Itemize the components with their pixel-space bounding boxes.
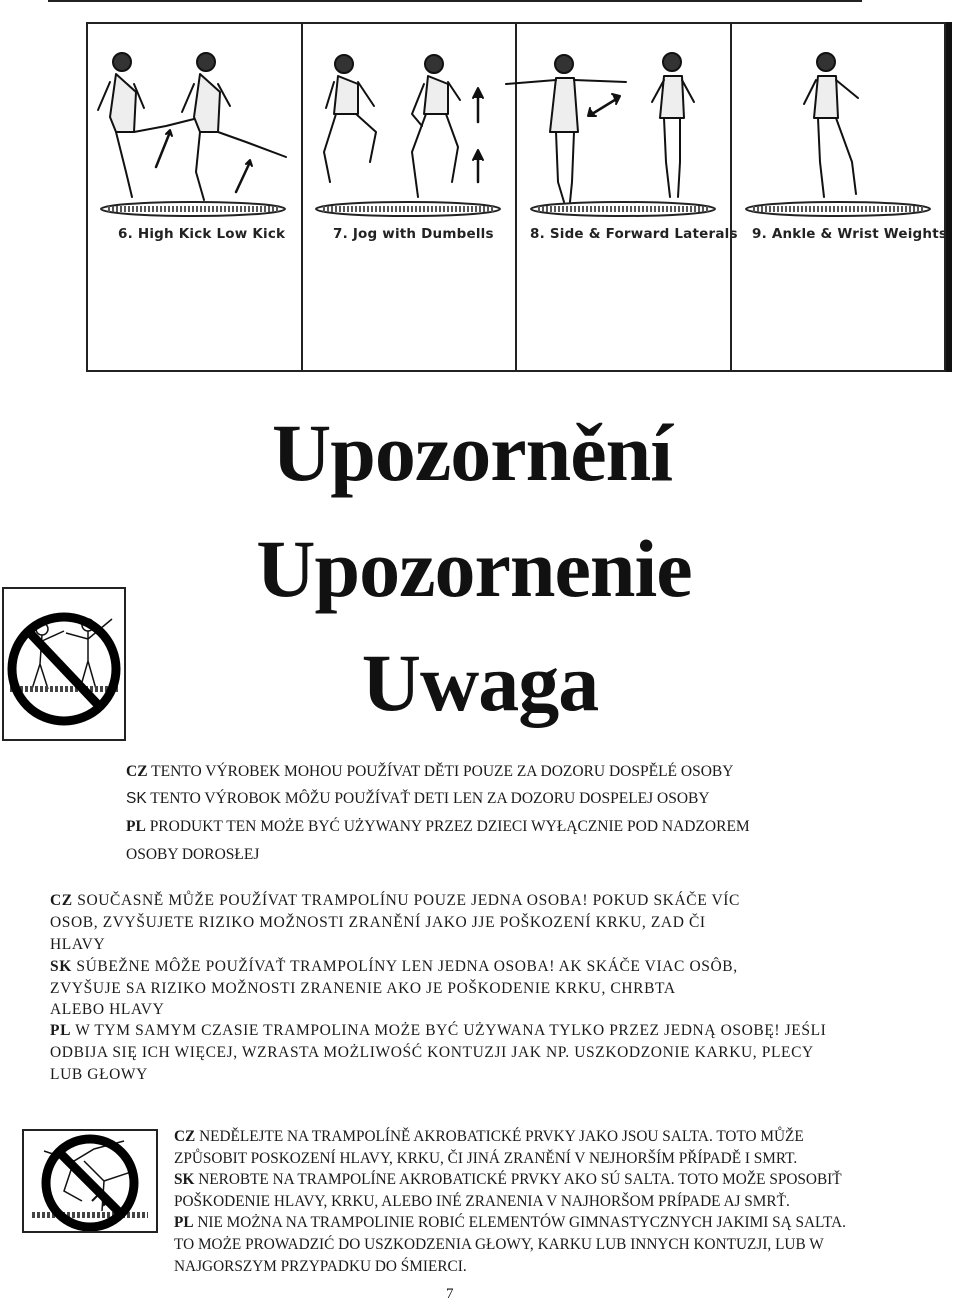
one-person-sk [50,957,738,977]
lang-code-pl: PL [174,1214,194,1231]
kick-arrow-up-icon [156,132,170,167]
one-person-pl-line1: W TYM SAMYM CZASIE TRAMPOLINA MOŻE BYĆ UŻYWANA TYLKO PRZEZ JEDNĄ OSOBĘ! JEŚLI [75,1022,827,1039]
lang-code-sk: SK [126,790,147,807]
exercise-caption-6: 6. High Kick Low Kick [118,226,286,242]
acrobatics-pl-line1: NIE MOŻNA NA TRAMPOLINIE ROBIĆ ELEMENTÓW GIMNASTYCZNYCH JAKIMI SĄ SALTA. [197,1214,846,1231]
kick-arrow-low-icon [236,162,250,192]
top-rule [48,0,862,2]
supervision-cz [126,762,733,782]
high-kick-figure-icon [98,53,286,200]
page-number: 7 [446,1286,454,1302]
trampoline-mat-icon [526,200,721,218]
title-pl [0,637,960,728]
acrobatics-cz-line1: NEDĚLEJTE NA TRAMPOLÍNĚ AKROBATICKÉ PRVKY JAKO JSOU SALTA. TOTO MŮŽE [199,1128,804,1145]
title-pl-text: Uwaga [361,637,599,728]
title-cz-text: Upozornění [272,407,672,498]
trampoline-mat-icon [311,200,506,218]
title-sk-text: Upozornenie [256,523,692,614]
supervision-pl-line2: OSOBY DOROSŁEJ [126,846,260,863]
panel-shadow [946,22,952,372]
acrobatics-pl-line2: TO MOŻE PROWADZIĆ DO USZKODZENIA GŁOWY, KARKU LUB INNYCH KONTUZJI, LUB W [174,1236,824,1253]
exercise-caption-9: 9. Ankle & Wrist Weights [752,226,948,242]
one-person-pl-line3: LUB GŁOWY [50,1066,148,1083]
acrobatics-pl-line3: NAJGORSZYM PRZYPADKU DO ŚMIERCI. [174,1258,467,1275]
acrobatics-pl [174,1214,846,1232]
supervision-sk-text: TENTO VÝROBOK MÔŽU POUŽÍVAŤ DETI LEN ZA DOZORU DOSPELEJ OSOBY [150,790,710,807]
acrobatics-sk-line2: POŠKODENIE HLAVY, KRKU, ALEBO INÉ ZRANENIA V NAJHORŠOM PRÍPADE AJ SMRŤ. [174,1193,790,1210]
no-multiple-jumpers-warning [2,587,126,741]
supervision-cz-text: TENTO VÝROBEK MOHOU POUŽÍVAT DĚTI POUZE ZA DOZORU DOSPĚLÉ OSOBY [151,763,734,780]
acrobatics-sk [174,1171,842,1189]
laterals-figure-icon [506,55,626,202]
one-person-pl [50,1021,826,1041]
jog-figure-icon [324,55,460,197]
one-person-cz [50,891,740,911]
supervision-pl [126,817,750,837]
trampoline-mat-icon [741,200,936,218]
trampoline-mat-icon [96,200,291,218]
one-person-sk-line2: ZVYŠUJE SA RIZIKO MOŽNOSTI ZRANENIE AKO JE POŠKODENIE KRKU, CHRBTA [50,980,676,997]
lateral-arrow-icon [592,98,618,114]
one-person-sk-line1: SÚBEŽNE MÔŽE POUŽÍVAŤ TRAMPOLÍNY LEN JEDNA OSOBA! AK SKÁČE VIAC OSÔB, [76,958,738,975]
lang-code-cz: CZ [174,1128,196,1145]
exercise-illustrations [86,22,946,222]
no-somersault-icon [24,1131,156,1231]
title-cz [0,407,960,498]
no-multiple-jumpers-icon [4,589,124,739]
lang-code-pl: PL [50,1022,72,1039]
supervision-pl-text: PRODUKT TEN MOŻE BYĆ UŻYWANY PRZEZ DZIECI WYŁĄCZNIE POD NADZOREM [149,818,750,835]
lang-code-sk: SK [50,958,72,975]
lang-code-pl: PL [126,818,146,835]
acrobatics-sk-line1: NEROBTE NA TRAMPOLÍNE AKROBATICKÉ PRVKY AKO SÚ SALTA. TOTO MOŽE SPOSOBIŤ [198,1171,842,1188]
supervision-sk [126,789,710,809]
one-person-cz-line3: HLAVY [50,936,106,953]
one-person-pl-line2: ODBIJA SIĘ ICH WIĘCEJ, WZRASTA MOŻLIWOŚĆ KONTUZJI JAK NP. USZKODZONIE KARKU, PLECY [50,1044,814,1061]
acrobatics-cz-line2: ZPŮSOBIT POSKOZENÍ HLAVY, KRKU, ČI JINÁ ZRANĚNÍ V NEJHORŠÍM PŘÍPADĚ I SMRT. [174,1150,798,1167]
no-somersault-warning [22,1129,158,1233]
title-sk [0,523,960,614]
one-person-cz-line2: OSOB, ZVYŠUJETE RIZIKO MOŽNOSTI ZRANĚNÍ JAKO JJE POŠKOZENÍ KRKU, ZAD ČI [50,914,706,931]
acrobatics-cz [174,1128,804,1146]
exercise-caption-8: 8. Side & Forward Laterals [530,226,738,242]
one-person-cz-line1: SOUČASNĚ MŮŽE POUŽÍVAT TRAMPOLÍNU POUZE JEDNA OSOBA! POKUD SKÁČE VÍC [77,892,740,909]
lang-code-cz: CZ [126,763,148,780]
lang-code-cz: CZ [50,892,73,909]
lang-code-sk: SK [174,1171,195,1188]
exercise-caption-7: 7. Jog with Dumbells [333,226,494,242]
one-person-sk-line3: ALEBO HLAVY [50,1001,165,1018]
weights-figure-icon [652,53,858,197]
